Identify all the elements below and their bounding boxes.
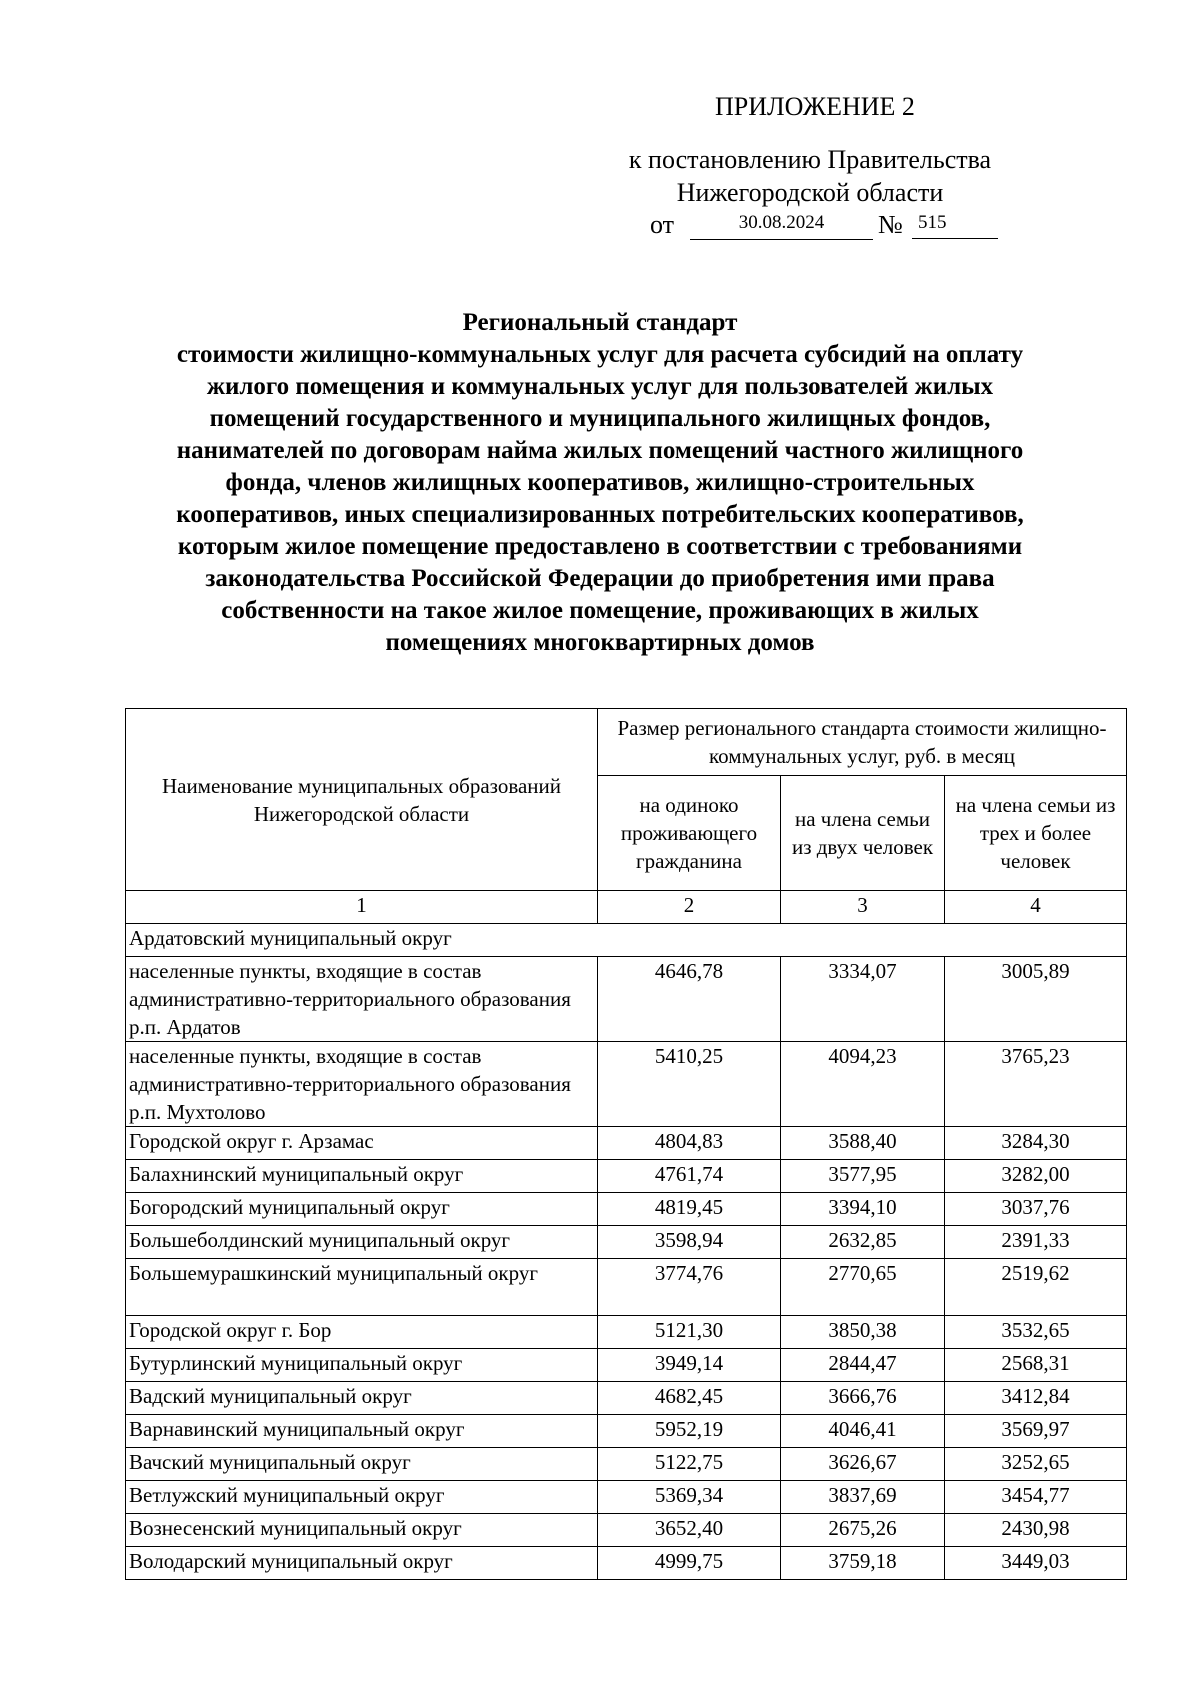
value-single: 3949,14 xyxy=(598,1349,781,1382)
value-single: 4761,74 xyxy=(598,1160,781,1193)
title-line: кооперативов, иных специализированных потребительских кооперативов, xyxy=(176,501,1024,528)
table-row xyxy=(126,1259,1127,1316)
value-two-person: 3837,69 xyxy=(781,1481,945,1514)
title-line: собственности на такое жилое помещение, проживающих в жилых xyxy=(221,597,979,624)
municipality-name: населенные пункты, входящие в состав административно-территориального образования р.п. Мухтолово xyxy=(126,1042,598,1127)
municipality-name: Вачский муниципальный округ xyxy=(126,1448,598,1481)
column-number: 1 xyxy=(126,891,598,924)
municipality-name: Бутурлинский муниципальный округ xyxy=(126,1349,598,1382)
value-single: 5369,34 xyxy=(598,1481,781,1514)
municipality-name: Большеболдинский муниципальный округ xyxy=(126,1226,598,1259)
municipality-name: Большемурашкинский муниципальный округ xyxy=(126,1259,598,1316)
value-two-person: 2632,85 xyxy=(781,1226,945,1259)
municipality-name: Вознесенский муниципальный округ xyxy=(126,1514,598,1547)
value-three-plus: 2391,33 xyxy=(945,1226,1127,1259)
value-three-plus: 3532,65 xyxy=(945,1316,1127,1349)
value-two-person: 3666,76 xyxy=(781,1382,945,1415)
value-three-plus: 3284,30 xyxy=(945,1127,1127,1160)
table-row xyxy=(126,1193,1127,1226)
table-row xyxy=(126,1382,1127,1415)
value-two-person: 3759,18 xyxy=(781,1547,945,1580)
standard-table xyxy=(125,708,1127,1580)
municipality-name: Богородский муниципальный округ xyxy=(126,1193,598,1226)
column-number: 4 xyxy=(945,891,1127,924)
appendix-label: ПРИЛОЖЕНИЕ 2 xyxy=(715,92,915,121)
municipality-name: Ветлужский муниципальный округ xyxy=(126,1481,598,1514)
title-line: помещениях многоквартирных домов xyxy=(385,629,815,656)
value-three-plus: 3454,77 xyxy=(945,1481,1127,1514)
title-line: стоимости жилищно-коммунальных услуг для расчета субсидий на оплату xyxy=(176,341,1024,368)
value-three-plus: 3412,84 xyxy=(945,1382,1127,1415)
value-single: 4682,45 xyxy=(598,1382,781,1415)
value-single: 5952,19 xyxy=(598,1415,781,1448)
value-three-plus: 3765,23 xyxy=(945,1042,1127,1127)
decree-date: 30.08.2024 xyxy=(690,210,873,240)
value-three-plus: 3569,97 xyxy=(945,1415,1127,1448)
municipality-name: Володарский муниципальный округ xyxy=(126,1547,598,1580)
title-line: законодательства Российской Федерации до приобретения ими права xyxy=(205,565,995,592)
value-three-plus: 3252,65 xyxy=(945,1448,1127,1481)
value-single: 3774,76 xyxy=(598,1259,781,1316)
value-two-person: 3394,10 xyxy=(781,1193,945,1226)
table-row xyxy=(126,1127,1127,1160)
value-three-plus: 3037,76 xyxy=(945,1193,1127,1226)
table-row xyxy=(126,957,1127,1042)
table-row xyxy=(126,1160,1127,1193)
table-row xyxy=(126,1514,1127,1547)
value-single: 4819,45 xyxy=(598,1193,781,1226)
value-single: 4646,78 xyxy=(598,957,781,1042)
value-three-plus: 2568,31 xyxy=(945,1349,1127,1382)
column-number-row xyxy=(126,891,1127,924)
value-single: 4804,83 xyxy=(598,1127,781,1160)
value-two-person: 4046,41 xyxy=(781,1415,945,1448)
group-title: Ардатовский муниципальный округ xyxy=(126,924,1127,957)
table-row xyxy=(126,1481,1127,1514)
header-standard-size: Размер регионального стандарта стоимости жилищно-коммунальных услуг, руб. в месяц xyxy=(598,709,1127,776)
value-two-person: 2675,26 xyxy=(781,1514,945,1547)
value-three-plus: 3005,89 xyxy=(945,957,1127,1042)
title-line: жилого помещения и коммунальных услуг для пользователей жилых xyxy=(206,373,994,400)
municipality-name: Городской округ г. Арзамас xyxy=(126,1127,598,1160)
value-single: 3652,40 xyxy=(598,1514,781,1547)
value-two-person: 3334,07 xyxy=(781,957,945,1042)
value-single: 5410,25 xyxy=(598,1042,781,1127)
decree-line-1: к постановлению Правительства xyxy=(628,145,992,174)
header-three-plus-family: на члена семьи из трех и более человек xyxy=(945,776,1127,891)
table-row xyxy=(126,1316,1127,1349)
municipality-name: Городской округ г. Бор xyxy=(126,1316,598,1349)
municipality-name: населенные пункты, входящие в состав административно-территориального образования р.п. Ардатов xyxy=(126,957,598,1042)
group-row xyxy=(126,924,1127,957)
decree-number: 515 xyxy=(912,210,998,239)
value-two-person: 3588,40 xyxy=(781,1127,945,1160)
number-sign: № xyxy=(878,210,903,239)
title-line: фонда, членов жилищных кооперативов, жилищно-строительных xyxy=(225,469,975,496)
value-two-person: 3626,67 xyxy=(781,1448,945,1481)
table-row xyxy=(126,1415,1127,1448)
table-row xyxy=(126,1349,1127,1382)
value-three-plus: 3282,00 xyxy=(945,1160,1127,1193)
value-three-plus: 2430,98 xyxy=(945,1514,1127,1547)
table-row xyxy=(126,1448,1127,1481)
value-two-person: 4094,23 xyxy=(781,1042,945,1127)
value-single: 4999,75 xyxy=(598,1547,781,1580)
document-title xyxy=(100,307,1100,659)
value-three-plus: 3449,03 xyxy=(945,1547,1127,1580)
column-number: 3 xyxy=(781,891,945,924)
title-line: которым жилое помещение предоставлено в соответствии с требованиями xyxy=(177,533,1023,560)
value-two-person: 3577,95 xyxy=(781,1160,945,1193)
municipality-name: Вадский муниципальный округ xyxy=(126,1382,598,1415)
table-row xyxy=(126,1042,1127,1127)
value-two-person: 3850,38 xyxy=(781,1316,945,1349)
title-line: Региональный стандарт xyxy=(462,309,738,336)
value-two-person: 2770,65 xyxy=(781,1259,945,1316)
date-prefix: от xyxy=(650,210,675,239)
value-single: 5121,30 xyxy=(598,1316,781,1349)
header-single-citizen: на одиноко проживающего гражданина xyxy=(598,776,781,891)
title-line: помещений государственного и муниципального жилищных фондов, xyxy=(209,405,991,432)
value-single: 3598,94 xyxy=(598,1226,781,1259)
header-two-person-family: на члена семьи из двух человек xyxy=(781,776,945,891)
value-three-plus: 2519,62 xyxy=(945,1259,1127,1316)
table-row xyxy=(126,1547,1127,1580)
column-number: 2 xyxy=(598,891,781,924)
header-municipality: Наименование муниципальных образований Нижегородской области xyxy=(126,709,598,891)
title-line: нанимателей по договорам найма жилых помещений частного жилищного xyxy=(176,437,1024,464)
municipality-name: Балахнинский муниципальный округ xyxy=(126,1160,598,1193)
value-single: 5122,75 xyxy=(598,1448,781,1481)
table-row xyxy=(126,1226,1127,1259)
value-two-person: 2844,47 xyxy=(781,1349,945,1382)
municipality-name: Варнавинский муниципальный округ xyxy=(126,1415,598,1448)
decree-line-2: Нижегородской области xyxy=(676,178,944,207)
